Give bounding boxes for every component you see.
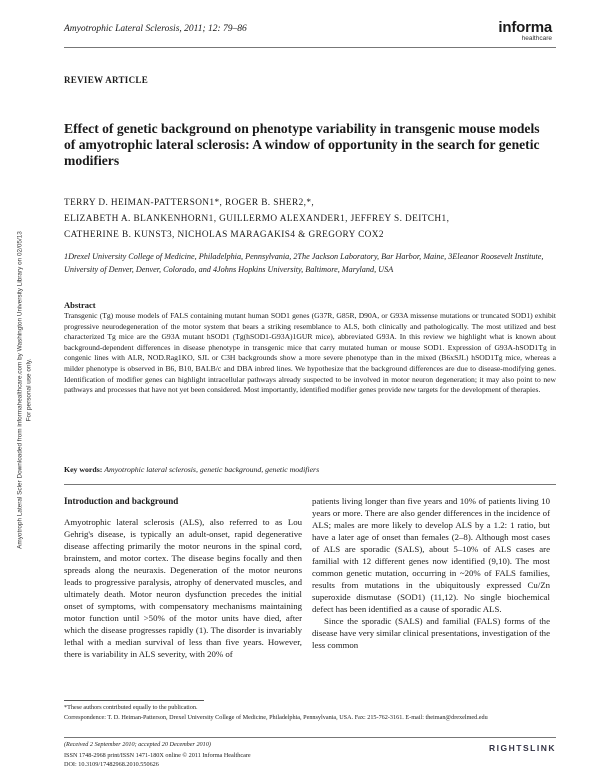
body-paragraph: Since the sporadic (SALS) and familial (FALS) forms of the disease have very similar clinical presentations, investigation of the less common [312,616,550,650]
footnote-rule [64,700,204,701]
article-type: REVIEW ARTICLE [64,75,148,85]
keywords [64,465,556,474]
author-line-3: CATHERINE B. KUNST3, NICHOLAS MARAGAKIS4 & GREGORY COX2 [64,230,384,240]
body-paragraph: patients living longer than five years and 10% of patients living 10 years or more. There are also gender differences in the incidence of ALS; males are more likely to develop ALS by a 1.2: 1 ratio, but have a later age of onset than females (2–8). Although most cases of ALS are sporadic (SALS), about 5–10% of ALS cases are familial with 12 different genes now identified (9,10). The most common genetic mutation, occurring in ~20% of FALS families, results from mutations in the ubiquitously expressed Cu/Zn superoxide dismutase (SOD1) (11,12). No single biochemical defect has been identified as a cause of sporadic ALS. [312,496,550,614]
download-watermark [17,200,34,580]
abstract-rule [64,484,556,485]
author-list [64,195,544,243]
left-column [64,495,302,660]
section-heading: Introduction and background [64,496,179,506]
author-line-2: ELIZABETH A. BLANKENHORN1, GUILLERMO ALEXANDER1, JEFFREY S. DEITCH1, [64,214,450,224]
issn-line: ISSN 1748-2968 print/ISSN 1471-180X online © 2011 Informa Healthcare [64,752,251,759]
author-line-1: TERRY D. HEIMAN-PATTERSON1*, ROGER B. SHER2,*, [64,198,315,208]
keywords-label: Key words: [64,465,103,474]
received-dates: (Received 2 September 2010; accepted 20 December 2010) [64,741,211,748]
correspondence-note: Correspondence: T. D. Heiman-Patterson, Drexel University College of Medicine, Philadelphia, Pennsylvania, USA. Fax: 215-762-3161. E-mail: theiman@drexelmed.edu [64,714,488,721]
footer-rule [64,737,556,738]
abstract-text: Transgenic (Tg) mouse models of FALS containing mutant human SOD1 genes (G37R, G85R, D90A, or G93A missense mutations or truncated SOD1) exhibit progressive neurodegeneration of the motor system that bears a striking resemblance to ALS, both clinically and pathologically. The most utilized and best characterized Tg mice are the G93A mutant hSOD1 (Tg(hSOD1-G93A)1GUR mice), abbreviated G93A. In this review we highlight what is known about background-dependent differences in disease phenotype in transgenic mice that carry mutated human or mouse SOD1. Expression of G93A-hSOD1Tg in congenic lines with ALR, NOD.Rag1KO, SJL or C3H backgrounds show a more severe phenotype than in the mixed (B6xSJL) hSOD1Tg mice, whereas a milder phenotype is observed in B6, B10, BALB/c and DBA inbred lines. We hypothesize that the background differences are due to disease-modifying genes. Identification of modifier genes can highlight intracellular pathways already suspected to be involved in motor neuron degeneration; it may also point to new pathways and processes that have not yet been considered. Most importantly, identified modifier genes provide new targets for the development of therapies. [64,311,556,395]
publisher-name: informa [498,19,552,36]
abstract [64,300,556,396]
affiliations: 1Drexel University College of Medicine, Philadelphia, Pennsylvania, 2The Jackson Laboratory, Bar Harbor, Maine, 3Eleanor Roosevelt Institute, University of Denver, Denver, Colorado, and 4Johns Hopkins University, Baltimore, Maryland, USA [64,252,544,274]
body-paragraph: Amyotrophic lateral sclerosis (ALS), also referred to as Lou Gehrig's disease, is typically an adult-onset, rapid degenerative disease affecting primarily the motor neurons in the spinal cord, brainstem, and motor cortex. The disease begins focally and then spreads along the neuraxis. Degeneration of the motor neurons leads to progressive paralysis, atrophy of denervated muscles, and ultimately death. Motor neuron dysfunction precedes the initial onset of symptoms, with compensatory mechanisms maintaining motor function until >50% of the motor units have died, after which the disease progresses rapidly (1). The disorder is invariably lethal with a median survival of less than five years. However, there is variability in ALS severity, with 20% of [64,517,302,659]
personal-use-note: For personal use only. [25,358,32,422]
abstract-heading: Abstract [64,300,96,310]
header-rule [64,47,556,48]
rightslink-text: RIGHTSLINK [489,743,556,753]
equal-contribution-note: *These authors contributed equally to the publication. [64,704,198,711]
journal-citation: Amyotrophic Lateral Sclerosis, 2011; 12: 79–86 [64,24,247,34]
download-note: Amyotroph Lateral Scler Downloaded from informahealthcare.com by Washington University Library on 02/05/13 [16,231,24,549]
article-title: Effect of genetic background on phenotype variability in transgenic mouse models of amyotrophic lateral sclerosis: A window of opportunity in the search for genetic modifiers [64,121,540,168]
publisher-sub: healthcare [521,35,552,42]
doi-line: DOI: 10.3109/17482968.2010.550626 [64,761,159,768]
right-column [312,495,550,651]
keywords-list: Amyotrophic lateral sclerosis, genetic background, genetic modifiers [104,465,320,474]
rightslink-logo [489,743,556,753]
publisher-logo [498,20,552,43]
